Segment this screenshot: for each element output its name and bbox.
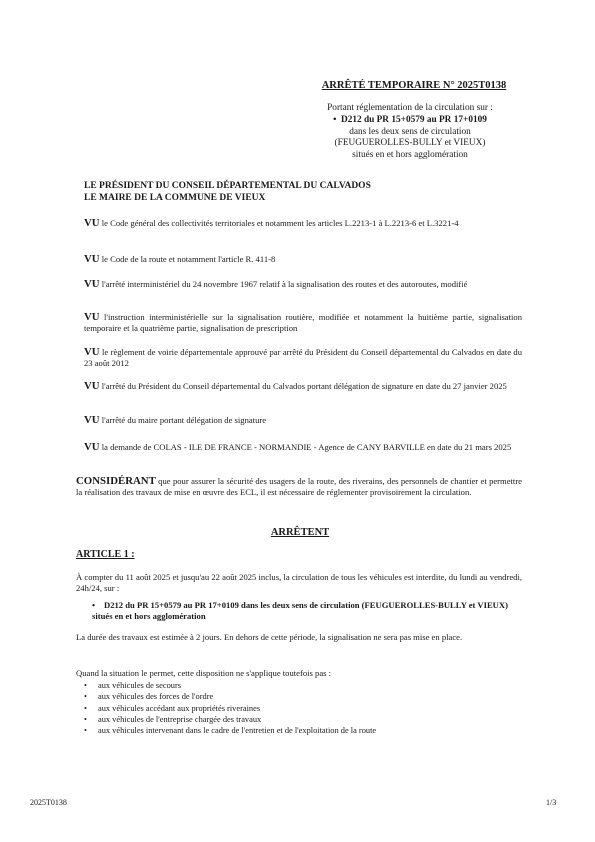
bullet-icon: • <box>92 600 96 610</box>
visa-item <box>84 442 522 453</box>
authority-president: LE PRÉSIDENT DU CONSEIL DÉPARTEMENTAL DU CALVADOS <box>84 181 371 191</box>
subject-zone: situés en et hors agglomération <box>352 150 468 161</box>
list-item: • aux véhicules de l'entreprise chargée des travaux <box>84 714 376 725</box>
visa-keyword: VU <box>84 311 100 323</box>
list-item: • aux véhicules accédant aux propriétés riveraines <box>84 703 376 714</box>
visa-keyword: VU <box>84 346 100 358</box>
subject-road: • D212 du PR 15+0579 au PR 17+0109 <box>333 114 487 125</box>
visa-item <box>84 218 522 229</box>
article-road <box>92 600 522 623</box>
considerant-text: que pour assurer la sécurité des usagers de la route, des riverains, des personnels de chantier et permettre la réalisation des travaux de mise en œuvre des ECL, il est nécessaire de réglementer provisoirement la circulation. <box>76 476 522 498</box>
authorities-block <box>84 181 524 204</box>
visa-text: la demande de COLAS - ILE DE FRANCE - NORMANDIE - Agence de CANY BARVILLE en date du 21 mars 2025 <box>99 442 512 452</box>
list-item: • aux véhicules de secours <box>84 680 376 691</box>
visa-keyword: VU <box>84 278 100 290</box>
subject-directions: dans les deux sens de circulation <box>349 126 471 137</box>
article-heading: ARTICLE 1 : <box>76 549 135 560</box>
visa-text: l'arrêté du maire portant délégation de signature <box>99 415 267 425</box>
page-number: 1/3 <box>546 798 557 807</box>
footer-reference: 2025T0138 <box>30 798 67 807</box>
visa-text: le Code général des collectivités territoriales et notamment les articles L.2213-1 à L.2213-6 et L.3221-4 <box>99 218 459 228</box>
visa-item <box>84 381 522 392</box>
decree-subject <box>290 103 530 162</box>
article-intro: À compter du 11 août 2025 et jusqu'au 22 août 2025 inclus, la circulation de tous les véhicules est interdite, du lundi au vendredi, 24h/24, sur : <box>76 572 522 594</box>
visa-keyword: VU <box>84 414 100 426</box>
article-road-text: D212 du PR 15+0579 au PR 17+0109 dans les deux sens de circulation (FEUGUEROLLES-BULLY et VIEUX) situés en et hors agglomération <box>92 600 508 622</box>
visa-text: l'arrêté interministériel du 24 novembre 1967 relatif à la signalisation des routes et des autoroutes, modifié <box>99 279 468 289</box>
visa-item <box>84 415 522 426</box>
subject-communes: (FEUGUEROLLES-BULLY et VIEUX) <box>334 138 486 149</box>
subject-intro: Portant réglementation de la circulation sur : <box>327 103 493 113</box>
list-item: • aux véhicules des forces de l'ordre <box>84 691 376 702</box>
visa-text: l'instruction interministérielle sur la signalisation routière, modifiée et notamment la huitième partie, signalisation temporaire et la quatrième partie, signalisation de prescription <box>84 312 522 334</box>
visa-item <box>84 279 522 290</box>
considerant-paragraph <box>76 476 522 499</box>
visa-item <box>84 347 522 370</box>
list-item: • aux véhicules intervenant dans le cadre de l'entretien et de l'exploitation de la route <box>84 725 376 736</box>
decree-title: ARRÊTÉ TEMPORAIRE N° 2025T0138 <box>321 80 507 91</box>
authority-mayor: LE MAIRE DE LA COMMUNE DE VIEUX <box>84 192 266 203</box>
visa-text: le Code de la route et notamment l'article R. 411-8 <box>99 254 276 264</box>
subject-road-text: D212 du PR 15+0579 au PR 17+0109 <box>340 114 487 125</box>
visa-keyword: VU <box>84 253 100 265</box>
article-duration: La durée des travaux est estimée à 2 jours. En dehors de cette période, la signalisation ne sera pas mise en place. <box>76 632 463 642</box>
considerant-keyword: CONSIDÉRANT <box>76 475 156 487</box>
exceptions-list <box>84 680 376 736</box>
visa-keyword: VU <box>84 441 100 453</box>
visa-text: le règlement de voirie départementale approuvé par arrêté du Président du Conseil départemental du Calvados en date du 23 août 2012 <box>84 347 522 369</box>
visa-keyword: VU <box>84 217 100 229</box>
visa-keyword: VU <box>84 380 100 392</box>
decision-heading: ARRÊTENT <box>270 527 330 538</box>
exceptions-intro: Quand la situation le permet, cette disposition ne s'applique toutefois pas : <box>76 668 332 678</box>
visa-item <box>84 254 522 265</box>
visa-item <box>84 312 522 335</box>
visa-text: l'arrêté du Président du Conseil départemental du Calvados portant délégation de signature en date du 27 janvier 2025 <box>99 381 507 391</box>
